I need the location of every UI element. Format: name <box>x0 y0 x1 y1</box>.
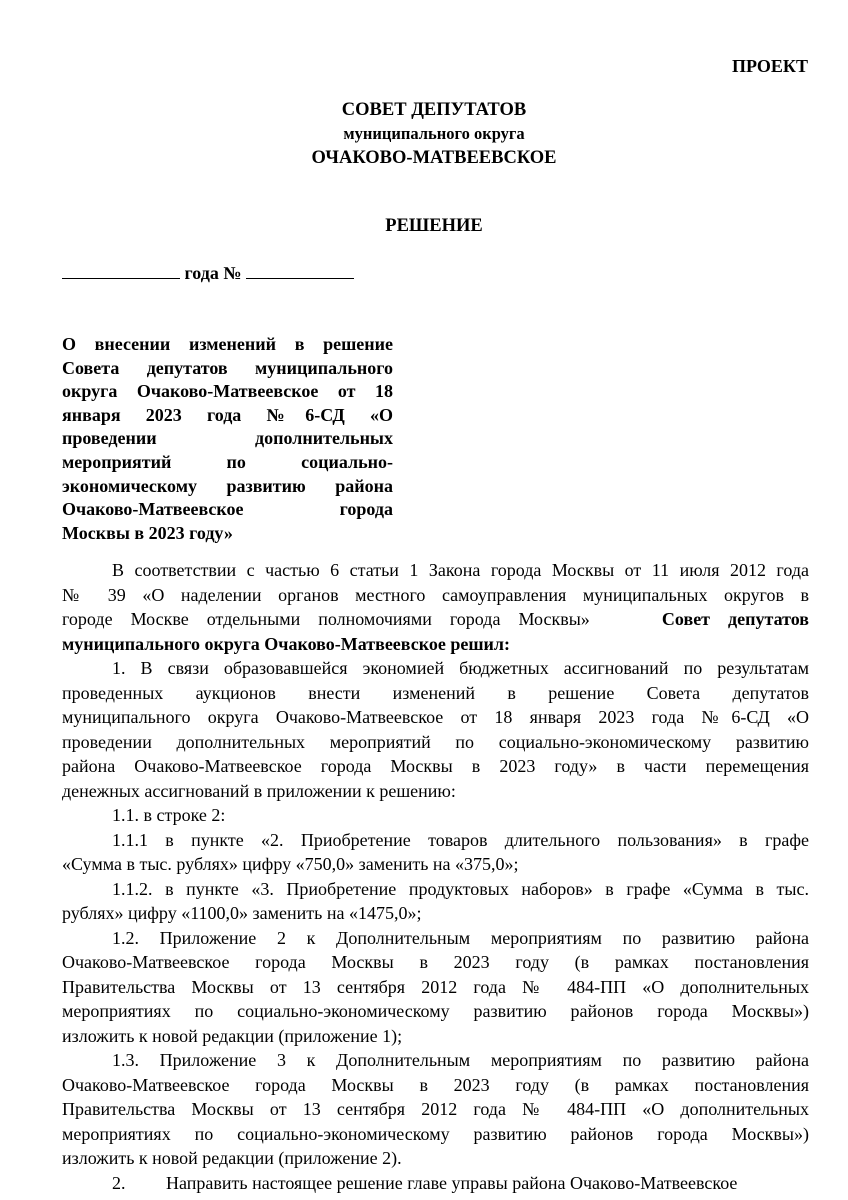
body-line: Правительства Москвы от 13 сентября 2012 года № 484-ПП «О дополнительных <box>62 976 809 997</box>
document-type: РЕШЕНИЕ <box>385 216 483 236</box>
subject-line: проведении дополнительных <box>62 428 393 449</box>
date-label: года № <box>184 263 242 283</box>
body-line: 1.1.2. в пункте «3. Приобретение продуктовых наборов» в графе «Сумма в тыс. <box>112 878 809 899</box>
body-line: мероприятиях по социально-экономическому развитию районов города Москвы») <box>62 1123 809 1144</box>
body-line: проведении дополнительных мероприятий по социально-экономическому развитию <box>62 731 809 752</box>
item-number: 2. <box>112 1172 126 1193</box>
body-line <box>62 632 809 657</box>
body-text: Направить настоящее решение главе управы района Очаково-Матвеевское <box>166 1172 738 1193</box>
body-line: Очаково-Матвеевское города Москвы в 2023 году (в рамках постановления <box>62 952 809 972</box>
number-blank <box>246 261 354 279</box>
subject-line: Совета депутатов муниципального <box>62 357 393 378</box>
subject-line: Очаково-Матвеевское города <box>62 499 393 520</box>
org-title: СОВЕТ ДЕПУТАТОВ <box>341 100 527 120</box>
subject-line: января 2023 года №6-СД «О <box>62 404 393 425</box>
body-line: изложить к новой редакции (приложение 1); <box>62 1025 403 1046</box>
org-subtitle: муниципального округа <box>343 124 525 143</box>
body-line: денежных ассигнований в приложении к решению: <box>62 780 456 801</box>
org-district: ОЧАКОВО-МАТВЕЕВСКОЕ <box>311 148 557 168</box>
body-line: рублях» цифру «1100,0» заменить на «1475,0»; <box>62 903 422 923</box>
body-line <box>62 1171 809 1196</box>
body-line: района Очаково-Матвеевское города Москвы в 2023 году» в части перемещения <box>62 756 809 776</box>
decision-subject <box>62 333 393 545</box>
subject-line: округа Очаково-Матвеевское от 18 <box>62 381 393 402</box>
council-label: Совет депутатов <box>661 609 809 629</box>
subject-line: мероприятий по социально- <box>62 451 393 472</box>
body-line <box>62 607 809 632</box>
body-line: проведенных аукционов внести изменений в решение Совета депутатов <box>62 682 809 703</box>
body-line: 1.2. Приложение 2 к Дополнительным мероприятиям по развитию района <box>112 927 809 948</box>
body-line: В соответствии с частью 6 статьи 1 Закона города Москвы от 11 июля 2012 года <box>112 560 809 580</box>
decision-body <box>62 558 809 1195</box>
body-line: 1.1.1 в пункте «2. Приобретение товаров длительного пользования» в графе <box>112 829 809 850</box>
body-line: 1.1. в строке 2: <box>112 805 226 825</box>
body-line: изложить к новой редакции (приложение 2). <box>62 1148 402 1168</box>
date-number-line <box>62 261 354 285</box>
body-line: «Сумма в тыс. рублях» цифру «750,0» заменить на «375,0»; <box>62 854 519 874</box>
draft-label: ПРОЕКТ <box>732 56 808 76</box>
date-blank <box>62 261 180 279</box>
body-line: Правительства Москвы от 13 сентября 2012 года № 484-ПП «О дополнительных <box>62 1099 809 1119</box>
subject-line: экономическому развитию района <box>62 475 393 496</box>
decided-label: муниципального округа Очаково-Матвеевское решил: <box>62 633 511 654</box>
subject-line: Москвы в 2023 году» <box>62 522 233 543</box>
subject-line: О внесении изменений в решение <box>62 334 393 354</box>
body-line: № 39 «О наделении органов местного самоуправления муниципальных округов в <box>62 584 809 605</box>
body-line: мероприятиях по социально-экономическому развитию районов города Москвы») <box>62 1001 809 1021</box>
body-line: 1. В связи образовавшейся экономией бюджетных ассигнований по результатам <box>112 658 809 678</box>
body-line: муниципального округа Очаково-Матвеевское от 18 января 2023 года №6-СД «О <box>62 707 809 727</box>
body-line: Очаково-Матвеевское города Москвы в 2023 году (в рамках постановления <box>62 1074 809 1095</box>
body-text: городе Москве отдельными полномочиями города Москвы» <box>62 609 590 629</box>
body-line: 1.3. Приложение 3 к Дополнительным мероприятиям по развитию района <box>112 1050 809 1070</box>
